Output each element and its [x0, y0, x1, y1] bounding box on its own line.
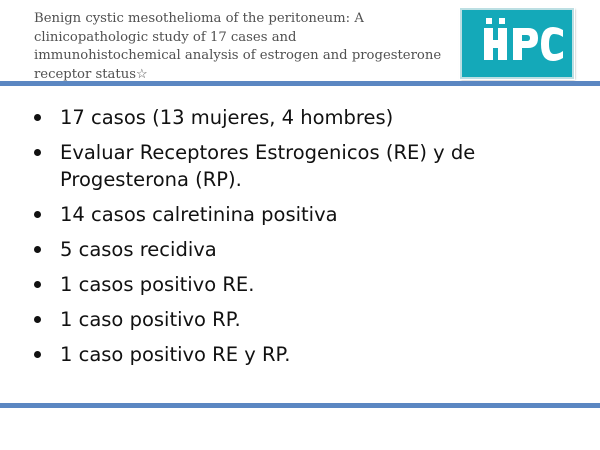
bullet-icon — [34, 149, 41, 156]
list-item — [34, 271, 584, 298]
bullet-list — [34, 104, 584, 376]
hpc-logo-icon — [462, 10, 572, 77]
bullet-text: 17 casos (13 mujeres, 4 hombres) — [60, 106, 394, 129]
bullet-icon — [34, 281, 41, 288]
list-item — [34, 139, 584, 193]
top-divider — [0, 81, 600, 86]
list-item — [34, 104, 584, 131]
bullet-icon — [34, 316, 41, 323]
bullet-icon — [34, 351, 41, 358]
bullet-text: 14 casos calretinina positiva — [60, 203, 338, 226]
list-item — [34, 306, 584, 333]
bullet-text: 1 casos positivo RE. — [60, 273, 255, 296]
bullet-text: 1 caso positivo RE y RP. — [60, 343, 291, 366]
article-title: Benign cystic mesothelioma of the peritoneum: A clinicopathologic study of 17 cases and immunohistochemical analysis of estrogen and progesterone receptor status☆ — [34, 11, 442, 82]
bullet-icon — [34, 114, 41, 121]
bullet-text: 1 caso positivo RP. — [60, 308, 241, 331]
bullet-text: Evaluar Receptores Estrogenicos (RE) y de Progesterona (RP). — [60, 141, 476, 191]
bullet-icon — [34, 211, 41, 218]
list-item — [34, 236, 584, 263]
bullet-icon — [34, 246, 41, 253]
bottom-divider — [0, 403, 600, 408]
list-item — [34, 341, 584, 368]
bullet-text: 5 casos recidiva — [60, 238, 217, 261]
list-item — [34, 201, 584, 228]
hpc-logo — [460, 8, 574, 79]
